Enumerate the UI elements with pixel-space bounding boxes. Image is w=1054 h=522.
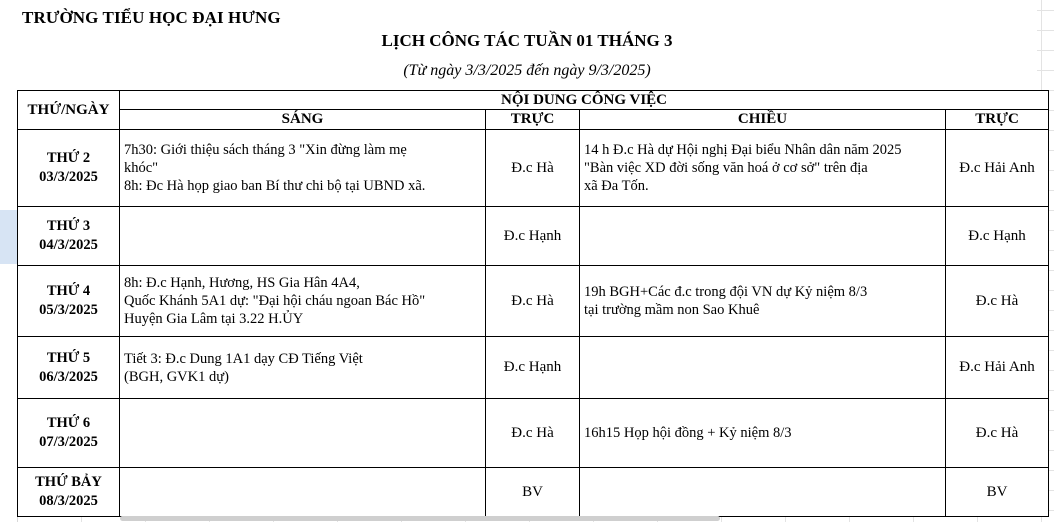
selected-row-indicator: [0, 210, 17, 264]
duty-morning-cell[interactable]: BV: [486, 468, 580, 517]
day-name: THỨ 5: [46, 349, 91, 366]
header-duty-afternoon[interactable]: TRỰC: [946, 110, 1049, 130]
day-date: 04/3/2025: [39, 237, 98, 253]
header-content[interactable]: NỘI DUNG CÔNG VIỆC: [120, 91, 1049, 110]
duty-morning-cell[interactable]: Đ.c Hà: [486, 399, 580, 468]
day-name: THỨ 4: [46, 283, 91, 299]
day-cell[interactable]: [18, 399, 120, 468]
day-date: 06/3/2025: [39, 368, 98, 385]
header-afternoon[interactable]: CHIỀU: [580, 110, 946, 130]
duty-afternoon-cell[interactable]: Đ.c Hải Anh: [946, 337, 1049, 399]
day-cell[interactable]: [18, 468, 120, 517]
duty-afternoon-cell[interactable]: Đ.c Hải Anh: [946, 130, 1049, 207]
day-name: THỨ BẢY: [35, 474, 102, 490]
morning-cell[interactable]: Tiết 3: Đ.c Dung 1A1 dạy CĐ Tiếng Việt (BGH, GVK1 dự): [120, 337, 486, 399]
table-row: [18, 468, 1049, 517]
schedule-title: LỊCH CÔNG TÁC TUẦN 01 THÁNG 3: [381, 31, 673, 50]
afternoon-cell[interactable]: 19h BGH+Các đ.c trong đội VN dự Kỷ niệm 8/3 tại trường mầm non Sao Khuê: [580, 266, 946, 337]
day-date: 03/3/2025: [39, 169, 98, 185]
table-row: [18, 266, 1049, 337]
table-row: [18, 399, 1049, 468]
day-cell[interactable]: [18, 207, 120, 266]
morning-cell[interactable]: [120, 207, 486, 266]
header-day[interactable]: THỨ/NGÀY: [18, 91, 120, 130]
day-date: 07/3/2025: [39, 434, 98, 450]
day-date: 08/3/2025: [39, 493, 98, 509]
afternoon-cell[interactable]: [580, 337, 946, 399]
day-cell[interactable]: [18, 337, 120, 399]
schedule-table: [17, 90, 1049, 517]
afternoon-cell[interactable]: [580, 468, 946, 517]
header-morning[interactable]: SÁNG: [120, 110, 486, 130]
day-cell[interactable]: [18, 266, 120, 337]
afternoon-cell[interactable]: 16h15 Họp hội đồng + Kỷ niệm 8/3: [580, 399, 946, 468]
horizontal-scrollbar[interactable]: [120, 516, 720, 521]
duty-morning-cell[interactable]: Đ.c Hạnh: [486, 207, 580, 266]
table-row: [18, 337, 1049, 399]
duty-morning-cell[interactable]: Đ.c Hà: [486, 266, 580, 337]
morning-cell[interactable]: 8h: Đ.c Hạnh, Hương, HS Gia Hân 4A4, Quốc Khánh 5A1 dự: "Đại hội cháu ngoan Bác Hồ" Huyện Gia Lâm tại 3.22 H.ỦY: [120, 266, 486, 337]
duty-afternoon-cell[interactable]: Đ.c Hà: [946, 266, 1049, 337]
table-row: [18, 207, 1049, 266]
date-range-subtitle: (Từ ngày 3/3/2025 đến ngày 9/3/2025): [403, 62, 651, 79]
afternoon-cell[interactable]: 14 h Đ.c Hà dự Hội nghị Đại biểu Nhân dân năm 2025 "Bàn việc XD đời sống văn hoá ở cơ sở" trên địa xã Đa Tốn.: [580, 130, 946, 207]
duty-morning-cell[interactable]: Đ.c Hà: [486, 130, 580, 207]
duty-morning-cell[interactable]: Đ.c Hạnh: [486, 337, 580, 399]
duty-afternoon-cell[interactable]: BV: [946, 468, 1049, 517]
header-duty-morning[interactable]: TRỰC: [486, 110, 580, 130]
table-row: [18, 130, 1049, 207]
day-name: THỨ 2: [46, 150, 91, 166]
morning-cell[interactable]: [120, 399, 486, 468]
day-name: THỨ 6: [46, 415, 91, 431]
day-date: 05/3/2025: [39, 302, 98, 318]
school-name: TRƯỜNG TIỂU HỌC ĐẠI HƯNG: [22, 8, 281, 27]
morning-cell[interactable]: [120, 468, 486, 517]
duty-afternoon-cell[interactable]: Đ.c Hà: [946, 399, 1049, 468]
duty-afternoon-cell[interactable]: Đ.c Hạnh: [946, 207, 1049, 266]
day-name: THỨ 3: [46, 218, 91, 234]
day-cell[interactable]: [18, 130, 120, 207]
afternoon-cell[interactable]: [580, 207, 946, 266]
morning-cell[interactable]: 7h30: Giới thiệu sách tháng 3 "Xin đừng làm mẹ khóc" 8h: Đc Hà họp giao ban Bí thư chi bộ tại UBND xã.: [120, 130, 486, 207]
